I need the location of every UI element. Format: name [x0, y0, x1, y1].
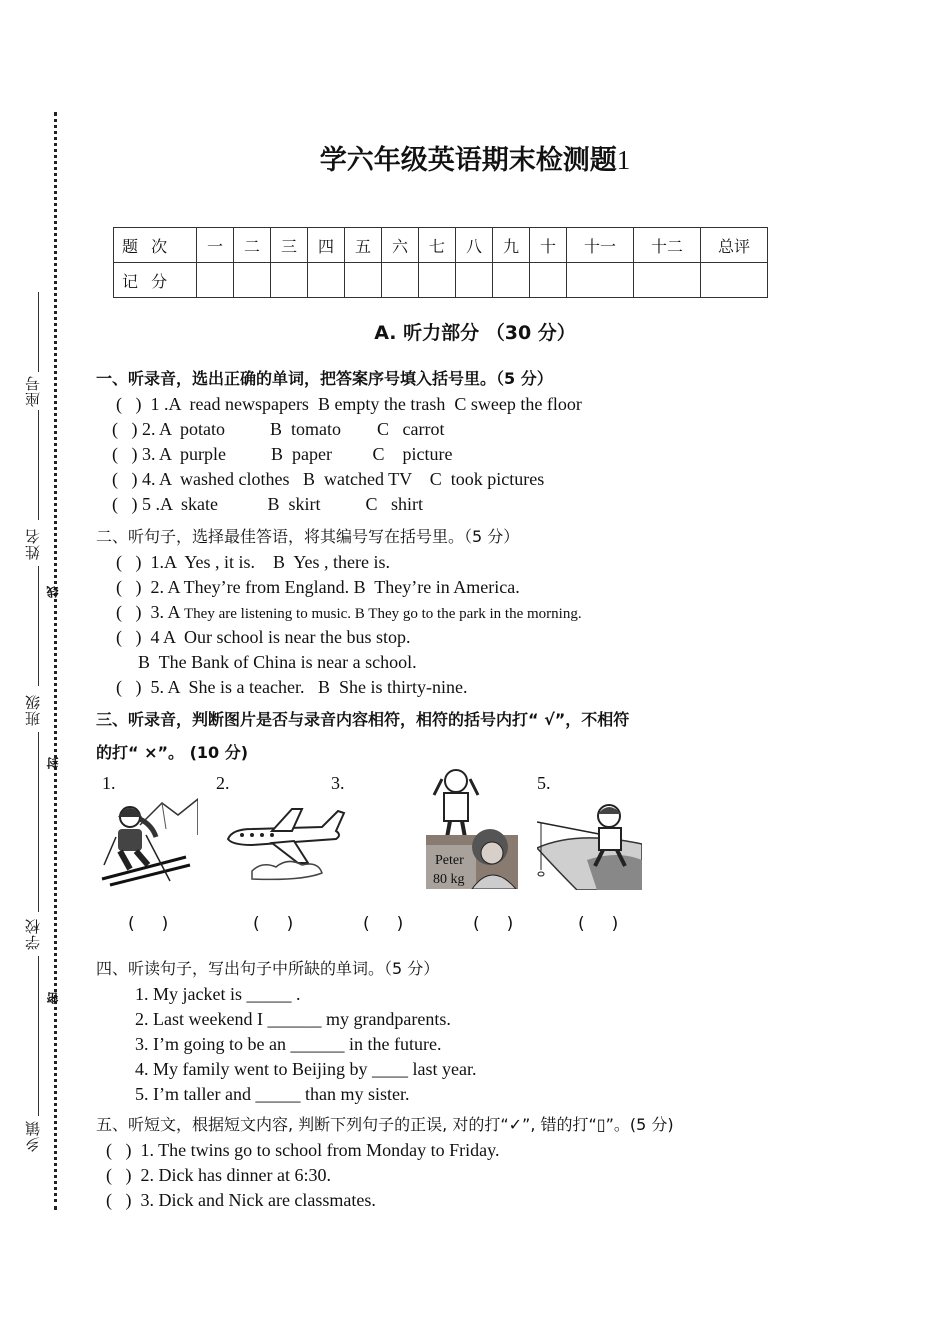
class-line[interactable] [38, 732, 39, 912]
score-input-cell[interactable] [634, 263, 701, 298]
page-title-text: 学六年级英语期末检测题 [319, 145, 617, 176]
binding-seal-mark: 封 [46, 757, 60, 769]
part2-item: ( ) 1.A Yes , it is. B Yes , there is. [116, 552, 391, 572]
part2-item-continued: B The Bank of China is near a school. [138, 652, 417, 672]
part2-item: ( ) 2. A They’re from England. B They’re in America. [116, 577, 520, 597]
part5-item: ( ) 1. The twins go to school from Monday to Friday. [106, 1140, 500, 1160]
score-header-cell: 四 [308, 228, 345, 263]
part4-item: 2. Last weekend I ______ my grandparents. [135, 1009, 451, 1029]
peter-weight-text: 80 kg [433, 872, 465, 887]
binding-secret-mark: 密 [46, 992, 60, 1004]
school-line[interactable] [38, 956, 39, 1116]
score-table-value-row [114, 263, 768, 298]
part5-item: ( ) 3. Dick and Nick are classmates. [106, 1190, 376, 1210]
part3-heading-line1: 三、听录音，判断图片是否与录音内容相符，相符的括号内打“ √”，不相符 [96, 710, 630, 729]
score-table-header-row [114, 228, 768, 263]
score-table [113, 227, 768, 298]
picture-number: 2. [216, 773, 230, 793]
score-input-cell[interactable] [308, 263, 345, 298]
town-label: 乡镇 [24, 1120, 42, 1152]
page-title-number: 1 [616, 145, 631, 175]
answer-bracket[interactable]: ( ) [473, 914, 514, 934]
score-header-label: 题 次 [114, 228, 197, 263]
score-input-cell[interactable] [419, 263, 456, 298]
part3-heading-line2: 的打“ ×”。 (10 分) [96, 743, 249, 762]
picture-number: 3. [331, 773, 345, 793]
score-input-cell[interactable] [345, 263, 382, 298]
score-header-cell: 十二 [634, 228, 701, 263]
part2-item: ( ) 4 A Our school is near the bus stop. [116, 627, 411, 647]
score-input-cell[interactable] [456, 263, 493, 298]
part5-heading: 五、听短文，根据短文内容, 判断下列句子的正误, 对的打“✓”, 错的打“▯”。(5 分) [96, 1115, 674, 1134]
part2-heading: 二、听句子，选择最佳答语，将其编号写在括号里。（5 分） [96, 527, 520, 546]
score-input-cell[interactable] [701, 263, 768, 298]
part1-item: ( ) 4. A washed clothes B watched TV C took pictures [112, 469, 545, 489]
part5-item: ( ) 2. Dick has dinner at 6:30. [106, 1165, 331, 1185]
binding-line-mark: 线 [46, 586, 60, 598]
score-header-cell: 十一 [567, 228, 634, 263]
part2-item3-options: They are listening to music. B They go to the park in the morning. [184, 606, 582, 622]
picture-number: 5. [537, 773, 551, 793]
peter-name-text: Peter [435, 853, 464, 868]
part1-item: ( ) 3. A purple B paper C picture [112, 444, 453, 464]
part4-item: 5. I’m taller and _____ than my sister. [135, 1084, 410, 1104]
airplane-picture [222, 805, 346, 890]
score-header-cell: 六 [382, 228, 419, 263]
part4-item: 1. My jacket is _____ . [135, 984, 301, 1004]
part2-item [116, 602, 582, 623]
part4-heading: 四、听读句子，写出句子中所缺的单词。（5 分） [96, 959, 440, 978]
part1-item: ( ) 2. A potato B tomato C carrot [112, 419, 445, 439]
score-input-cell[interactable] [382, 263, 419, 298]
score-header-cell: 九 [493, 228, 530, 263]
part2-item3-lead: ( ) 3. A [116, 602, 185, 622]
page-title [0, 138, 950, 177]
seat-number-line-lower[interactable] [38, 410, 39, 520]
score-input-cell[interactable] [493, 263, 530, 298]
class-label: 班级 [24, 694, 42, 726]
part1-heading: 一、听录音，选出正确的单词，把答案序号填入括号里。（5 分） [96, 369, 553, 388]
score-header-cell: 八 [456, 228, 493, 263]
seat-number-label: 座号 [24, 375, 42, 407]
score-input-cell[interactable] [567, 263, 634, 298]
part4-item: 4. My family went to Beijing by ____ last year. [135, 1059, 477, 1079]
score-input-cell[interactable] [234, 263, 271, 298]
binding-dotted-line [54, 112, 57, 1210]
part4-item: 3. I’m going to be an ______ in the future. [135, 1034, 442, 1054]
answer-bracket[interactable]: ( ) [253, 914, 294, 934]
score-input-cell[interactable] [197, 263, 234, 298]
score-header-cell: 三 [271, 228, 308, 263]
score-header-cell: 一 [197, 228, 234, 263]
part1-item: ( ) 1 .A read newspapers B empty the trash C sweep the floor [116, 394, 582, 414]
part1-item: ( ) 5 .A skate B skirt C shirt [112, 494, 423, 514]
fishing-boy-picture [537, 800, 642, 890]
answer-bracket[interactable]: ( ) [128, 914, 169, 934]
part2-item: ( ) 5. A She is a teacher. B She is thirty-nine. [116, 677, 468, 697]
section-title: A. 听力部分 （30 分） [374, 322, 576, 344]
score-header-cell: 总评 [701, 228, 768, 263]
peter-and-girl-picture [426, 765, 518, 889]
score-header-cell: 二 [234, 228, 271, 263]
score-header-cell: 十 [530, 228, 567, 263]
name-line[interactable] [38, 566, 39, 686]
picture-number: 1. [102, 773, 116, 793]
score-input-cell[interactable] [530, 263, 567, 298]
name-label: 姓名 [24, 528, 42, 560]
answer-bracket[interactable]: ( ) [578, 914, 619, 934]
skier-picture [100, 795, 198, 890]
score-row-label: 记 分 [114, 263, 197, 298]
school-label: 学校 [24, 918, 42, 950]
score-input-cell[interactable] [271, 263, 308, 298]
answer-bracket[interactable]: ( ) [363, 914, 404, 934]
score-header-cell: 七 [419, 228, 456, 263]
score-header-cell: 五 [345, 228, 382, 263]
